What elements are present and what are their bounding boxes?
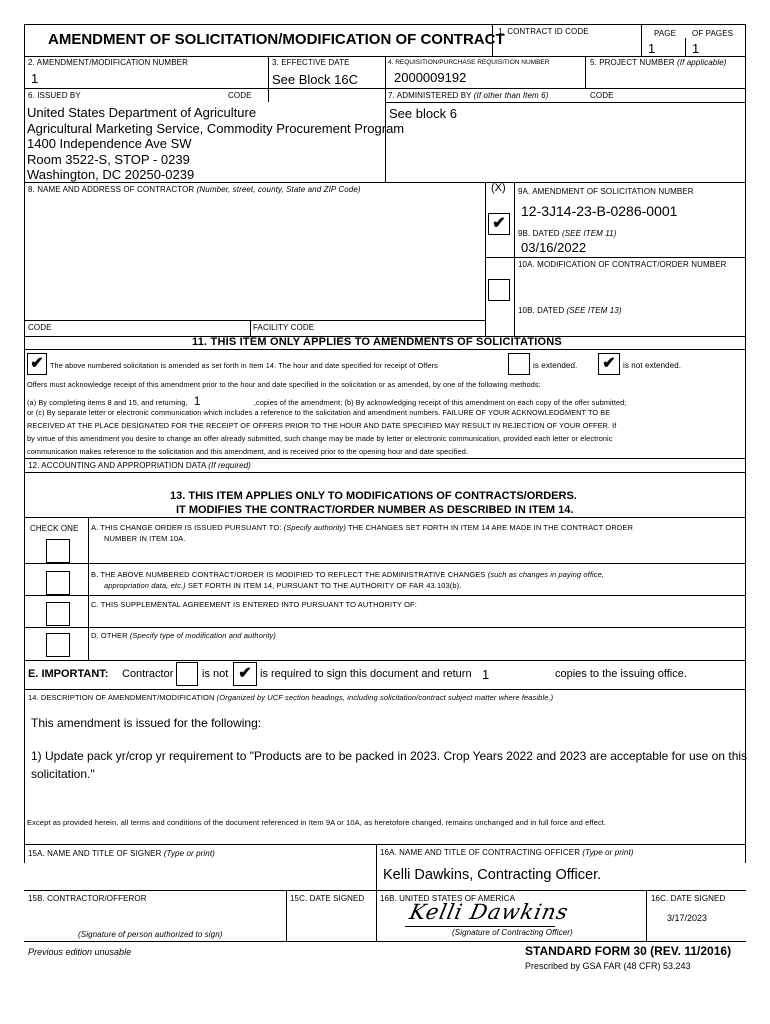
signer-name-label: 15A. NAME AND TITLE OF SIGNER (Type or print) — [28, 849, 215, 858]
contractor-label: 8. NAME AND ADDRESS OF CONTRACTOR (Number, street, county, State and ZIP Code) — [28, 185, 361, 194]
contractor-signature-caption: (Signature of person authorized to sign) — [78, 930, 223, 939]
officer-signature-caption: (Signature of Contracting Officer) — [452, 928, 573, 937]
not-extended-label: is not extended. — [623, 361, 682, 370]
form-title: AMENDMENT OF SOLICITATION/MODIFICATION OF CONTRACT — [48, 31, 505, 48]
of-pages-label: OF PAGES — [692, 29, 734, 38]
contractor-offeror-label: 15B. CONTRACTOR/OFFEROR — [28, 894, 147, 903]
item-11-line2: Offers must acknowledge receipt of this amendment prior to the hour and date specified in the solicitation or as amended, by one of the following methods: — [27, 380, 541, 389]
item-13d-line: D. OTHER (Specify type of modification and authority) — [91, 631, 276, 640]
important-is-not-text: is not — [202, 668, 229, 680]
contractor-code-label: CODE — [28, 323, 52, 332]
important-label: E. IMPORTANT: — [28, 668, 109, 680]
supplemental-agreement-checkbox[interactable] — [46, 602, 70, 626]
standard-form-number: STANDARD FORM 30 (REV. 11/2016) — [525, 944, 732, 958]
item-11-line3: (a) By completing items 8 and 15, and returning, 1 ,copies of the amendment; (b) By acknowledging receipt of this amendment on each copy of the offer submitted; — [27, 394, 627, 408]
item-11-line1: The above numbered solicitation is amended as set forth in Item 14. The hour and date specified for receipt of Offers — [50, 361, 438, 370]
important-contractor-text: Contractor — [122, 668, 174, 680]
united-states-label: 16B. UNITED STATES OF AMERICA — [380, 894, 516, 903]
page-label: PAGE — [654, 29, 677, 38]
solicitation-number-field[interactable]: 12-3J14-23-B-0286-0001 — [521, 203, 678, 219]
project-number-label: 5. PROJECT NUMBER (If applicable) — [590, 58, 727, 67]
issued-by-line: Agricultural Marketing Service, Commodity Procurement Program — [27, 120, 405, 136]
solicitation-amended-checkbox[interactable]: ✔ — [27, 353, 47, 375]
item-13c-line: C. THIS SUPPLEMENTAL AGREEMENT IS ENTERED INTO PURSUANT TO AUTHORITY OF: — [91, 600, 417, 609]
item-11-line5: RECEIVED AT THE PLACE DESIGNATED FOR THE RECEIPT OF OFFERS PRIOR TO THE HOUR AND DATE SPECIFIED MAY RESULT IN REJECTION OF YOUR OFFER. If — [27, 421, 617, 430]
of-pages-number[interactable]: 1 — [692, 41, 700, 56]
administrative-change-checkbox[interactable] — [46, 571, 70, 595]
amendment-number-label: 2. AMENDMENT/MODIFICATION NUMBER — [28, 58, 188, 67]
offers-extended-checkbox[interactable] — [508, 353, 530, 375]
prescribed-by-note: Prescribed by GSA FAR (48 CFR) 53.243 — [525, 961, 691, 971]
modification-checkbox-10a[interactable] — [488, 279, 510, 301]
change-order-checkbox[interactable] — [46, 539, 70, 563]
amendment-checkbox-9a[interactable]: ✔ — [488, 213, 510, 235]
signature-underline — [405, 926, 555, 927]
contractor-is-required-checkbox[interactable]: ✔ — [233, 662, 257, 686]
officer-date-signed-field[interactable]: 3/17/2023 — [667, 913, 708, 923]
issued-by-line: 1400 Independence Ave SW — [27, 136, 192, 151]
accounting-data-label: 12. ACCOUNTING AND APPROPRIATION DATA (If required) — [28, 461, 251, 470]
amendment-number-field[interactable]: 1 — [31, 71, 39, 86]
issued-by-line: Washington, DC 20250-0239 — [27, 167, 195, 182]
administered-by-label: 7. ADMINISTERED BY (If other than Item 6) — [388, 91, 549, 100]
officer-date-signed-label: 16C. DATE SIGNED — [651, 894, 726, 903]
solicitation-number-label: 9A. AMENDMENT OF SOLICITATION NUMBER — [518, 187, 694, 196]
important-required-text: is required to sign this document and return — [260, 668, 472, 680]
requisition-number-label: 4. REQUISITION/PURCHASE REQUISITION NUMBER — [388, 59, 550, 66]
item-11-line7: communication makes reference to the solicitation and this amendment, and is received prior to the opening hour and date specified. — [27, 447, 469, 456]
description-label: 14. DESCRIPTION OF AMENDMENT/MODIFICATION (Organized by UCF section headings, including solicitation/contract subject matter where feasible.) — [28, 693, 554, 702]
description-line3: solicitation." — [31, 767, 95, 781]
item-13b-line2: appropriation data, etc.) SET FORTH IN ITEM 14, PURSUANT TO THE AUTHORITY OF FAR 43.103(b). — [104, 581, 462, 590]
contracting-officer-name-label: 16A. NAME AND TITLE OF CONTRACTING OFFICER (Type or print) — [380, 848, 634, 857]
check-one-label: CHECK ONE — [30, 524, 79, 533]
modification-number-label: 10A. MODIFICATION OF CONTRACT/ORDER NUMBER — [518, 260, 727, 269]
item-11-line6: by virtue of this amendment you desire to change an offer already submitted, such change may be made by letter or electronic communication, provided each letter or electronic — [27, 434, 613, 443]
return-copies-field[interactable]: 1 — [482, 667, 490, 682]
important-copies-text: copies to the issuing office. — [555, 668, 687, 680]
item-11-title: 11. THIS ITEM ONLY APPLIES TO AMENDMENTS OF SOLICITATIONS — [192, 336, 562, 348]
issued-by-line: Room 3522-S, STOP - 0239 — [27, 151, 190, 167]
item-13a-line2: NUMBER IN ITEM 10A. — [104, 534, 186, 543]
effective-date-label: 3. EFFECTIVE DATE — [272, 58, 350, 67]
extended-label: is extended. — [533, 361, 578, 370]
administered-by-field[interactable]: See block 6 — [389, 106, 457, 121]
issued-by-address[interactable] — [27, 105, 404, 183]
item-13a-line1: A. THIS CHANGE ORDER IS ISSUED PURSUANT TO: (Specify authority) THE CHANGES SET FORTH IN ITEM 14 ARE MADE IN THE CONTRACT ORDER — [91, 523, 633, 532]
offers-not-extended-checkbox[interactable]: ✔ — [598, 353, 620, 375]
contractor-date-signed-label: 15C. DATE SIGNED — [290, 894, 365, 903]
contracting-officer-name-field[interactable]: Kelli Dawkins, Contracting Officer. — [383, 867, 602, 883]
contractor-is-not-checkbox[interactable] — [176, 662, 198, 686]
dated-9b-label: 9B. DATED (SEE ITEM 11) — [518, 229, 617, 238]
item-11-line4: or (c) By separate letter or electronic communication which includes a reference to the solicitation and amendment numbers. FAILURE OF YOUR ACKNOWLEDGMENT TO BE — [27, 408, 611, 417]
previous-edition-note: Previous edition unusable — [28, 947, 132, 957]
issued-by-line: United States Department of Agriculture — [27, 105, 257, 120]
administered-by-code-label: CODE — [590, 91, 614, 100]
copies-field[interactable]: 1 — [193, 394, 201, 408]
description-line2: 1) Update pack yr/crop yr requirement to "Products are to be packed in 2023. Crop Years 2022 and 2023 are acceptable for use on this — [31, 749, 748, 763]
effective-date-field[interactable]: See Block 16C — [272, 72, 358, 87]
description-line1: This amendment is issued for the following: — [31, 716, 262, 730]
item-13b-line1: B. THE ABOVE NUMBERED CONTRACT/ORDER IS MODIFIED TO REFLECT THE ADMINISTRATIVE CHANGES (such as changes in paying office, — [91, 570, 605, 579]
dated-10b-label: 10B. DATED (SEE ITEM 13) — [518, 306, 622, 315]
contract-id-label: 1. CONTRACT ID CODE — [498, 27, 589, 36]
except-provided-text: Except as provided herein, all terms and conditions of the document referenced in Item 9A or 10A, as heretofore changed, remains unchanged and in full force and effect. — [27, 818, 607, 827]
facility-code-label: FACILITY CODE — [253, 323, 315, 332]
issued-by-code-label: CODE — [228, 91, 252, 100]
item-13-title-line1: 13. THIS ITEM APPLIES ONLY TO MODIFICATIONS OF CONTRACTS/ORDERS. — [170, 490, 577, 502]
page-number[interactable]: 1 — [648, 41, 656, 56]
x-column-label: (X) — [491, 182, 506, 194]
other-modification-checkbox[interactable] — [46, 633, 70, 657]
item-13-title-line2: IT MODIFIES THE CONTRACT/ORDER NUMBER AS DESCRIBED IN ITEM 14. — [176, 504, 574, 516]
contracting-officer-signature: Kelli Dawkins — [407, 900, 572, 924]
issued-by-label: 6. ISSUED BY — [28, 91, 81, 100]
dated-9b-field[interactable]: 03/16/2022 — [521, 240, 587, 255]
requisition-number-field[interactable]: 2000009192 — [394, 70, 467, 85]
